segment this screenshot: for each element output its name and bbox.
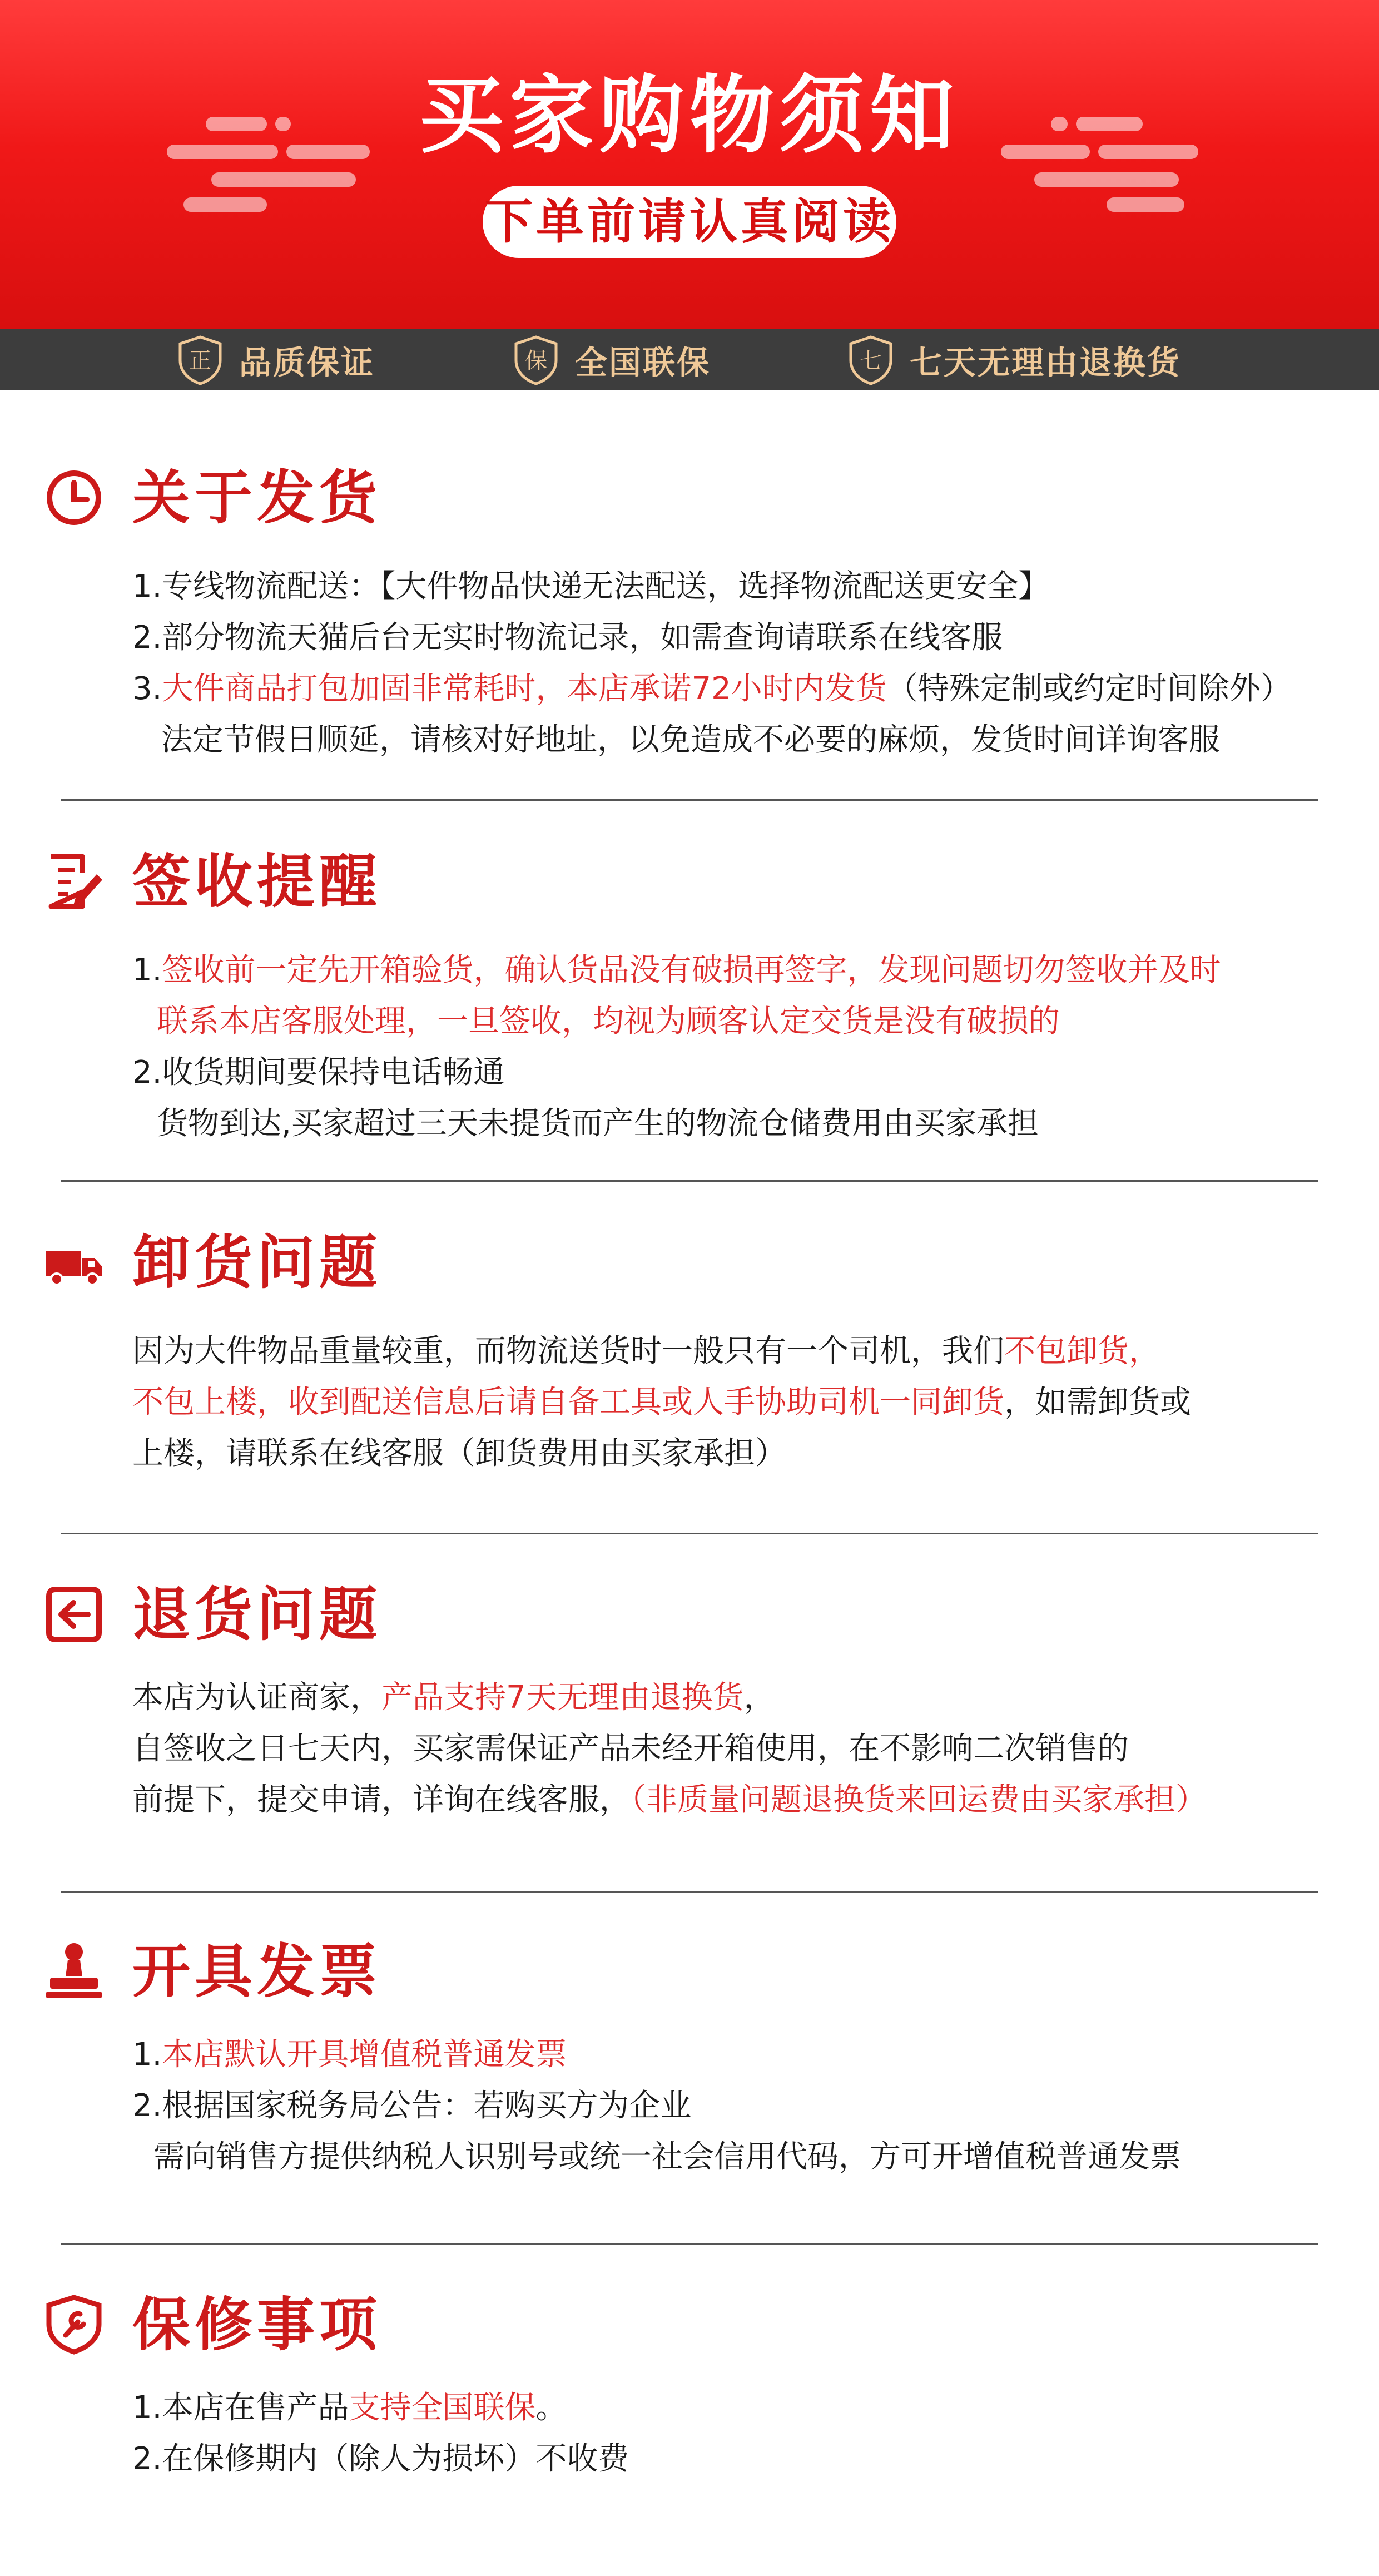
shipping-line-4: 法定节假日顺延，请核对好地址，以免造成不必要的麻烦，发货时间详询客服 [161,722,1220,758]
plain-text: 前提下，提交申请，详询在线客服， [132,1782,631,1818]
section-title: 开具发票 [132,1938,382,2005]
shipping-line-1: 1.专线物流配送：【大件物品快递无法配送，选择物流配送更安全】 [132,568,1050,605]
svg-text:七: 七 [860,348,882,374]
returns-line-3 [132,1781,1207,1820]
unloading-line-2 [132,1383,1191,1422]
divider [61,1533,1318,1534]
wrench-shield-icon [43,2294,105,2355]
returns-line-2: 自签收之日七天内，买家需保证产品未经开箱使用，在不影响二次销售的 [132,1731,1129,1767]
line-number: 3. [132,671,162,707]
return-arrow-icon [43,1584,105,1645]
highlight-text: （非质量问题退换货来回运费由买家承担） [631,1782,1207,1818]
divider [61,2243,1318,2245]
plain-text: 。 [535,2390,567,2426]
highlight-text: 不包卸货， [1004,1333,1160,1369]
line-number: 1. [132,952,162,988]
guarantee-label: 七天无理由退换货 [910,344,1182,382]
plain-text: 本店为认证商家， [132,1680,381,1716]
bao-shield-icon [513,335,559,385]
divider [61,1180,1318,1182]
qi-shield-icon [847,335,894,385]
section-title: 退货问题 [132,1581,382,1648]
warranty-line-1 [132,2389,567,2428]
subtitle-badge: 下单前请认真阅读 [483,186,896,258]
divider [61,799,1318,801]
plain-text: ， [743,1680,775,1716]
section-title: 卸货问题 [132,1228,382,1296]
section-title: 签收提醒 [132,848,382,915]
zheng-shield-icon [177,335,224,385]
signing-line-1 [132,951,1221,990]
signing-line-2: 联系本店客服处理，一旦签收，均视为顾客认定交货是没有破损的 [157,1003,1060,1039]
invoice-line-3: 需向销售方提供纳税人识别号或统一社会信用代码，方可开增值税普通发票 [153,2139,1181,2175]
guarantee-warranty [513,329,711,390]
highlight-text: 支持全国联保 [349,2390,536,2426]
section-title: 保修事项 [132,2291,382,2359]
stamp-icon [43,1941,105,2002]
page-title: 买家购物须知 [419,66,960,165]
shipping-line-2: 2.部分物流天猫后台无实时物流记录，如需查询请联系在线客服 [132,620,1003,656]
guarantee-quality [177,329,375,390]
warranty-line-2: 2.在保修期内（除人为损坏）不收费 [132,2441,629,2477]
shipping-line-3 [132,670,1292,709]
unloading-line-1 [132,1332,1160,1371]
signing-line-3: 2.收货期间要保持电话畅通 [132,1054,505,1091]
signing-line-4: 货物到达,买家超过三天未提货而产生的物流仓储费用由买家承担 [157,1106,1039,1142]
invoice-line-2: 2.根据国家税务局公告：若购买方为企业 [132,2088,692,2124]
returns-line-1 [132,1678,775,1717]
svg-text:保: 保 [525,348,547,374]
unloading-line-3: 上楼，请联系在线客服（卸货费用由买家承担） [132,1435,786,1472]
highlight-text: 不包上楼，收到配送信息后请自备工具或人手协助司机一同卸货 [132,1384,1004,1420]
guarantee-returns [847,329,1181,390]
header-banner [0,0,1379,329]
guarantee-strip [0,329,1379,390]
invoice-line-1 [132,2035,567,2074]
divider [61,1891,1318,1893]
truck-icon [43,1235,105,1296]
guarantee-label: 全国联保 [575,344,711,382]
clock-icon [43,467,105,528]
plain-text: 因为大件物品重量较重，而物流送货时一般只有一个司机，我们 [132,1333,1004,1369]
highlight-text: 产品支持7天无理由退换货 [381,1680,744,1716]
guarantee-label: 品质保证 [239,344,375,382]
plain-text: （特殊定制或约定时间除外） [886,671,1292,707]
section-title: 关于发货 [132,464,382,532]
highlight-text: 本店默认开具增值税普通发票 [162,2037,567,2073]
plain-text: 1.本店在售产品 [132,2390,349,2426]
highlight-text: 签收前一定先开箱验货，确认货品没有破损再签字，发现问题切勿签收并及时 [162,952,1221,988]
document-edit-icon [43,851,105,912]
plain-text: ，如需卸货或 [1004,1384,1191,1420]
svg-text:正: 正 [189,348,211,374]
highlight-text: 大件商品打包加固非常耗时，本店承诺72小时内发货 [162,671,887,707]
line-number: 1. [132,2037,162,2073]
